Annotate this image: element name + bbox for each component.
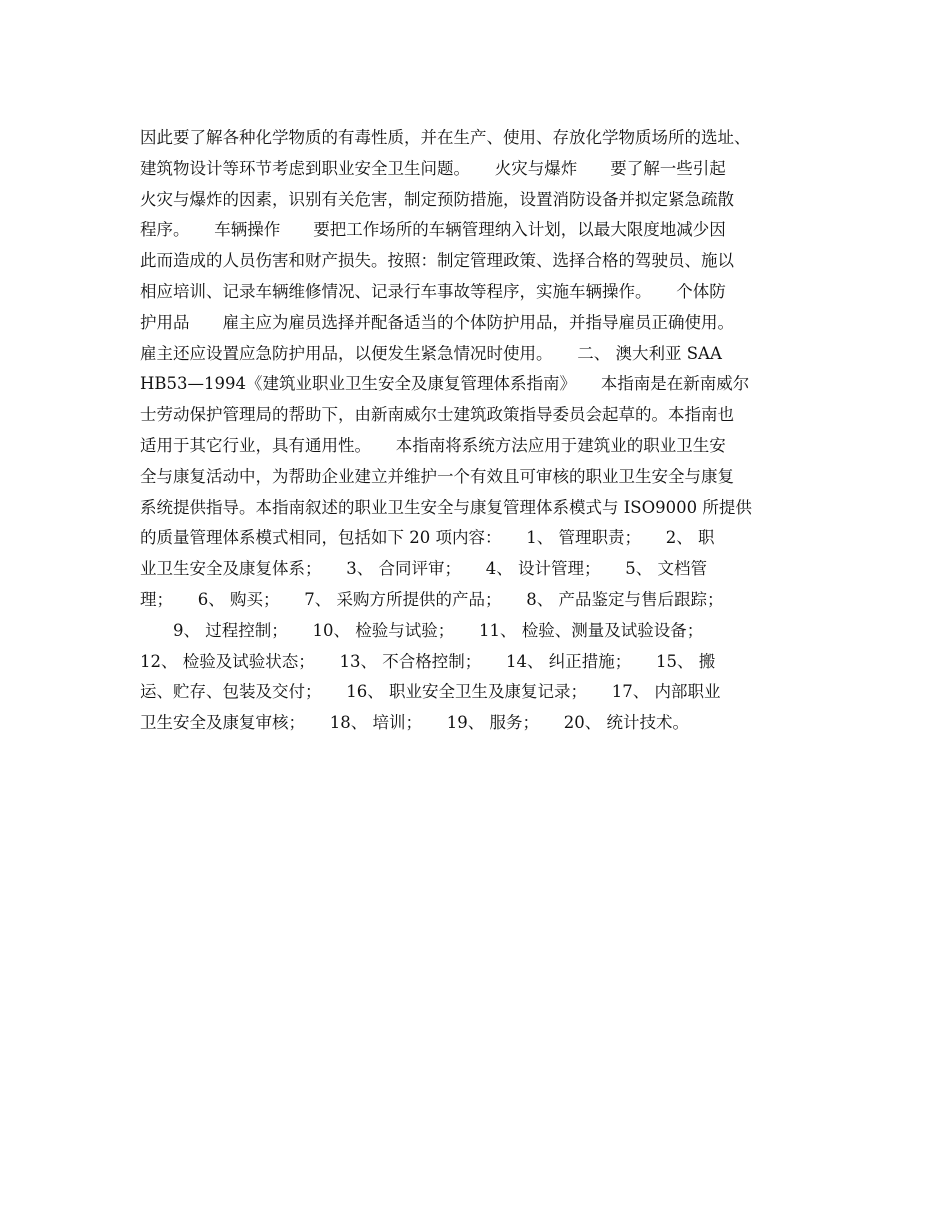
text-line: 护用品 雇主应为雇员选择并配备适当的个体防护用品，并指导雇员正确使用。 — [140, 312, 734, 332]
text-line: 理； 6、 购买； 7、 采购方所提供的产品； 8、 产品鉴定与售后跟踪； — [140, 589, 724, 609]
text-line: 建筑物设计等环节考虑到职业安全卫生问题。 火灾与爆炸 要了解一些引起 — [140, 158, 726, 178]
body-text — [140, 123, 825, 739]
text-line: HB53—1994《建筑业职业卫生安全及康复管理体系指南》 本指南是在新南威尔 — [140, 374, 750, 394]
text-line: 因此要了解各种化学物质的有毒性质，并在生产、使用、存放化学物质场所的选址、 — [140, 128, 751, 147]
text-line: 相应培训、记录车辆维修情况、记录行车事故等程序，实施车辆操作。 个体防 — [140, 281, 726, 301]
text-line: 系统提供指导。本指南叙述的职业卫生安全与康复管理体系模式与 ISO9000 所提供 — [140, 497, 752, 517]
text-line: 卫生安全及康复审核； 18、 培训； 19、 服务； 20、 统计技术。 — [140, 713, 689, 733]
text-line: 12、 检验及试验状态； 13、 不合格控制； 14、 纠正措施； 15、 搬 — [140, 651, 716, 671]
text-line: 此而造成的人员伤害和财产损失。按照：制定管理政策、选择合格的驾驶员、施以 — [140, 251, 734, 271]
text-line: 雇主还应设置应急防护用品，以便发生紧急情况时使用。 二、 澳大利亚 SAA — [140, 343, 722, 363]
text-line: 全与康复活动中，为帮助企业建立并维护一个有效且可审核的职业卫生安全与康复 — [140, 466, 734, 486]
text-line: 适用于其它行业，具有通用性。 本指南将系统方法应用于建筑业的职业卫生安 — [140, 435, 726, 455]
text-line: 火灾与爆炸的因素，识别有关危害，制定预防措施，设置消防设备并拟定紧急疏散 — [140, 189, 734, 209]
text-line: 程序。 车辆操作 要把工作场所的车辆管理纳入计划，以最大限度地减少因 — [140, 220, 726, 240]
text-line: 9、 过程控制； 10、 检验与试验； 11、 检验、测量及试验设备； — [140, 620, 704, 640]
text-line: 业卫生安全及康复体系； 3、 合同评审； 4、 设计管理； 5、 文档管 — [140, 559, 707, 579]
text-line: 运、贮存、包装及交付； 16、 职业安全卫生及康复记录； 17、 内部职业 — [140, 682, 721, 702]
text-line: 士劳动保护管理局的帮助下，由新南威尔士建筑政策指导委员会起草的。本指南也 — [140, 405, 734, 425]
text-line: 的质量管理体系模式相同，包括如下 20 项内容： 1、 管理职责； 2、 职 — [140, 528, 715, 548]
